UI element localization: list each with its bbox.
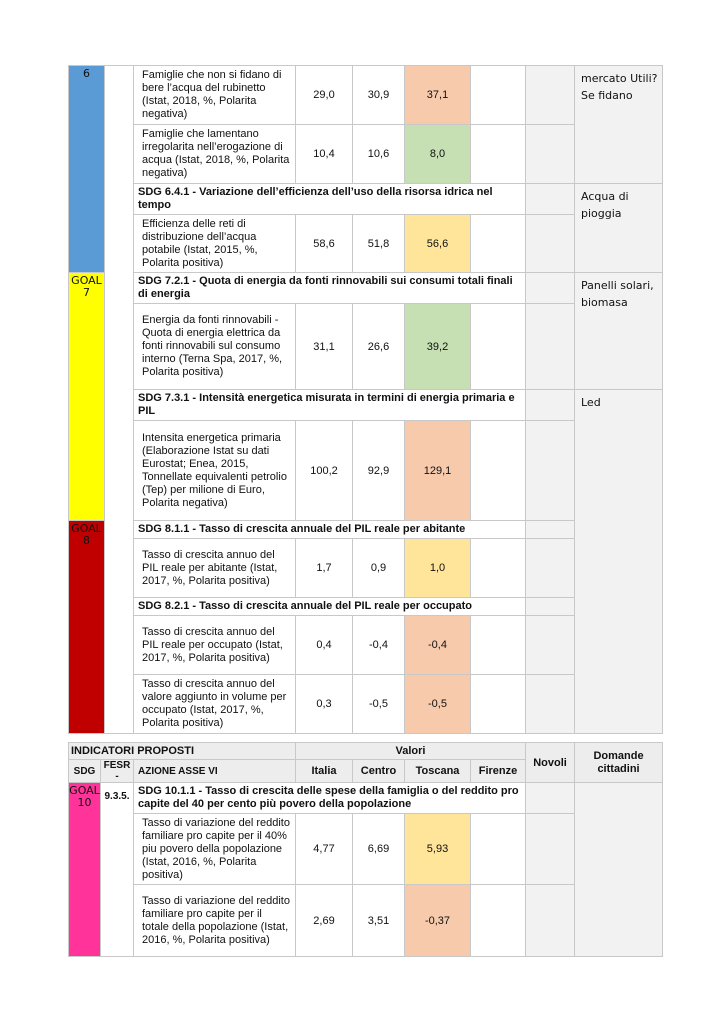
domande-text: mercato Utili? Se fidano (581, 72, 658, 102)
value-centro: -0,5 (353, 675, 405, 734)
value-centro: 92,9 (353, 421, 405, 521)
novoli-cell (526, 66, 575, 125)
goal-label: GOAL 7 (71, 274, 102, 299)
goal-8-cell (69, 521, 105, 734)
novoli-cell (526, 125, 575, 184)
table-row (69, 783, 663, 814)
value-centro: 0,9 (353, 539, 405, 598)
table-row (69, 539, 663, 598)
value-toscana: 5,93 (405, 814, 471, 885)
domande-text: Acqua di pioggia (581, 190, 629, 220)
table-row (69, 521, 663, 539)
value-italia: 0,3 (296, 675, 353, 734)
value-centro: 51,8 (353, 215, 405, 273)
value-toscana: 1,0 (405, 539, 471, 598)
indicator-description: Tasso di crescita annuo del valore aggiunto in volume per occupato (Istat, 2017, %, Polarita positiva) (134, 675, 296, 734)
table-row (69, 304, 663, 390)
sdg-6-4-1-header: SDG 6.4.1 - Variazione dell’efficienza dell’uso della risorsa idrica nel tempo (134, 184, 526, 215)
value-toscana: -0,4 (405, 616, 471, 675)
value-centro: 6,69 (353, 814, 405, 885)
value-firenze (471, 885, 526, 957)
fesr-cell (105, 66, 134, 734)
novoli-cell (526, 184, 575, 215)
domande-cell (575, 273, 663, 390)
table-row (69, 215, 663, 273)
value-toscana: 37,1 (405, 66, 471, 125)
value-firenze (471, 304, 526, 390)
value-italia: 2,69 (296, 885, 353, 957)
centro-header: Centro (353, 760, 405, 783)
domande-header: Domande cittadini (575, 743, 663, 783)
goal-7-cell (69, 273, 105, 521)
value-italia: 10,4 (296, 125, 353, 184)
novoli-header: Novoli (526, 743, 575, 783)
section-header-row (69, 743, 663, 760)
value-centro: 26,6 (353, 304, 405, 390)
table-row (69, 421, 663, 521)
novoli-cell (526, 814, 575, 885)
table-row (69, 66, 663, 125)
goal-label: 6 (83, 67, 90, 80)
value-italia: 4,77 (296, 814, 353, 885)
novoli-cell (526, 421, 575, 521)
value-italia: 58,6 (296, 215, 353, 273)
indicator-description: Tasso di crescita annuo del PIL reale per abitante (Istat, 2017, %, Polarita positiva) (134, 539, 296, 598)
domande-cell (575, 783, 663, 957)
goal-6-cell (69, 66, 105, 273)
indicator-description: Famiglie che lamentano irregolarita nell’erogazione di acqua (Istat, 2018, %, Polarita negativa) (134, 125, 296, 184)
value-firenze (471, 814, 526, 885)
sdg-10-1-1-header: SDG 10.1.1 - Tasso di crescita delle spese della famiglia o del reddito pro capite del 40 per cento più povero della popolazione (134, 783, 526, 814)
indicator-description: Efficienza delle reti di distribuzione dell’acqua potabile (Istat, 2015, %, Polarita positiva) (134, 215, 296, 273)
azione-header: AZIONE ASSE VI (134, 760, 296, 783)
novoli-cell (526, 521, 575, 539)
value-firenze (471, 616, 526, 675)
fesr-header: FESR - (101, 760, 134, 783)
novoli-cell (526, 675, 575, 734)
value-centro: -0,4 (353, 616, 405, 675)
value-italia: 1,7 (296, 539, 353, 598)
novoli-cell (526, 885, 575, 957)
novoli-cell (526, 273, 575, 304)
valori-header: Valori (296, 743, 526, 760)
value-centro: 10,6 (353, 125, 405, 184)
sdg-8-1-1-header: SDG 8.1.1 - Tasso di crescita annuale del PIL reale per abitante (134, 521, 526, 539)
indicator-description: Tasso di variazione del reddito familiare pro capite per il 40% piu povero della popolazione (Istat, 2016, %, Polarita positiva) (134, 814, 296, 885)
firenze-header: Firenze (471, 760, 526, 783)
value-centro: 3,51 (353, 885, 405, 957)
italia-header: Italia (296, 760, 353, 783)
value-toscana: -0,37 (405, 885, 471, 957)
table-row (69, 675, 663, 734)
value-toscana: 8,0 (405, 125, 471, 184)
novoli-cell (526, 215, 575, 273)
table-row (69, 184, 663, 215)
goal-10-cell (69, 783, 101, 957)
value-centro: 30,9 (353, 66, 405, 125)
novoli-cell (526, 783, 575, 814)
domande-text: Led (581, 396, 601, 409)
goal-label: GOAL 8 (71, 522, 102, 547)
fesr-code: 9.3.5. (101, 783, 134, 957)
table-row (69, 616, 663, 675)
novoli-cell (526, 539, 575, 598)
value-firenze (471, 539, 526, 598)
table-row (69, 814, 663, 885)
value-italia: 100,2 (296, 421, 353, 521)
indicator-description: Tasso di crescita annuo del PIL reale per occupato (Istat, 2017, %, Polarita positiva) (134, 616, 296, 675)
domande-text: Panelli solari, biomasa (581, 279, 654, 309)
table-row (69, 125, 663, 184)
value-toscana: 129,1 (405, 421, 471, 521)
novoli-cell (526, 390, 575, 421)
value-toscana: -0,5 (405, 675, 471, 734)
domande-cell (575, 66, 663, 184)
indicator-description: Tasso di variazione del reddito familiare pro capite per il totale della popolazione (Istat, 2016, %, Polarita positiva) (134, 885, 296, 957)
indicator-description: Intensita energetica primaria (Elaborazione Istat su dati Eurostat; Enea, 2015, Tonnellate equivalenti petrolio (Tep) per milione di Euro, Polarita negativa) (134, 421, 296, 521)
indicators-table-upper (68, 65, 663, 734)
sdg-7-2-1-header: SDG 7.2.1 - Quota di energia da fonti rinnovabili sui consumi totali finali di energia (134, 273, 526, 304)
value-firenze (471, 215, 526, 273)
indicators-table-lower (68, 742, 663, 957)
value-italia: 29,0 (296, 66, 353, 125)
indicator-description: Energia da fonti rinnovabili - Quota di energia elettrica da fonti rinnovabili sul consumo interno (Terna Spa, 2017, %, Polarita positiva) (134, 304, 296, 390)
value-toscana: 56,6 (405, 215, 471, 273)
novoli-cell (526, 304, 575, 390)
table-row (69, 273, 663, 304)
table-row (69, 885, 663, 957)
value-italia: 0,4 (296, 616, 353, 675)
novoli-cell (526, 598, 575, 616)
value-italia: 31,1 (296, 304, 353, 390)
goal-label: GOAL 10 (69, 784, 100, 809)
domande-cell (575, 184, 663, 273)
table-row (69, 390, 663, 421)
sdg-8-2-1-header: SDG 8.2.1 - Tasso di crescita annuale del PIL reale per occupato (134, 598, 526, 616)
indicator-description: Famiglie che non si fidano di bere l’acqua del rubinetto (Istat, 2018, %, Polarita negativa) (134, 66, 296, 125)
section-title: INDICATORI PROPOSTI (69, 743, 296, 760)
value-firenze (471, 421, 526, 521)
value-toscana: 39,2 (405, 304, 471, 390)
value-firenze (471, 125, 526, 184)
table-row (69, 598, 663, 616)
value-firenze (471, 66, 526, 125)
sdg-header: SDG (69, 760, 101, 783)
value-firenze (471, 675, 526, 734)
domande-cell (575, 390, 663, 734)
sdg-7-3-1-header: SDG 7.3.1 - Intensità energetica misurata in termini di energia primaria e PIL (134, 390, 526, 421)
toscana-header: Toscana (405, 760, 471, 783)
novoli-cell (526, 616, 575, 675)
